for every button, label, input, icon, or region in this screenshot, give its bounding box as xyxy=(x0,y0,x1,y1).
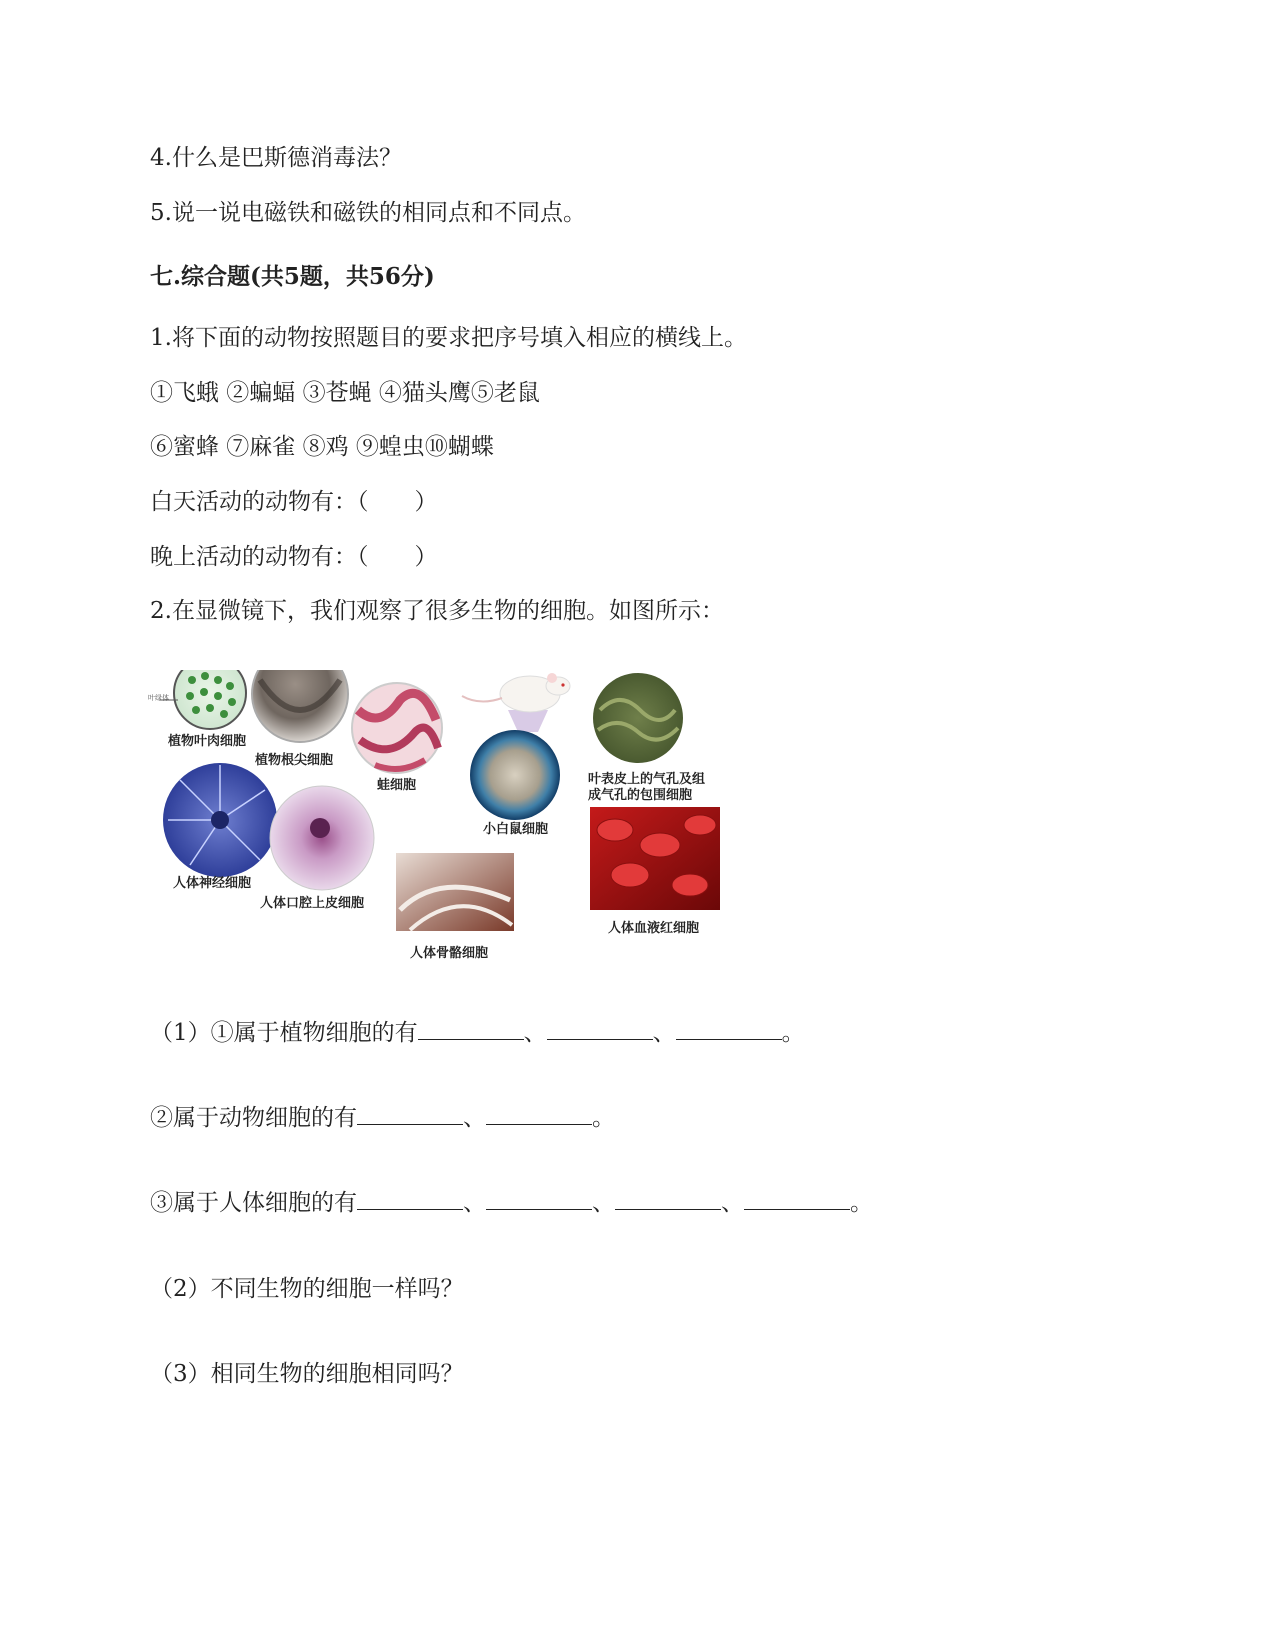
sub-question-3-prefix: ③属于人体细胞的有 xyxy=(150,1190,357,1216)
answer-blank[interactable] xyxy=(486,1104,592,1125)
sub-question-2-prefix: ②属于动物细胞的有 xyxy=(150,1105,357,1131)
separator: 、 xyxy=(463,1105,486,1131)
neuron-cell-image xyxy=(163,763,277,877)
bone-cell-image xyxy=(396,853,514,931)
answer-blank[interactable] xyxy=(547,1019,653,1040)
sub-question-1-prefix: （1）①属于植物细胞的有 xyxy=(150,1020,418,1046)
answer-blank[interactable] xyxy=(615,1189,721,1210)
sub-question-2 xyxy=(150,1103,615,1133)
chloroplast-pointer-label: 叶绿体 xyxy=(148,694,169,702)
mouse-cell-image xyxy=(470,730,560,820)
period: 。 xyxy=(781,1020,805,1046)
oral-caption: 人体口腔上皮细胞 xyxy=(260,896,365,911)
sub-question-same-cells: （3）相同生物的细胞相同吗？ xyxy=(150,1361,464,1387)
separator: 、 xyxy=(592,1190,615,1216)
section-heading: 七.综合题(共5题，共56分) xyxy=(150,263,435,290)
separator: 、 xyxy=(463,1190,486,1216)
bone-caption: 人体骨骼细胞 xyxy=(410,946,489,961)
sub-question-1 xyxy=(150,1018,805,1048)
root-tip-caption: 植物根尖细胞 xyxy=(255,753,334,768)
answer-blank[interactable] xyxy=(357,1189,463,1210)
stomata-caption-line1: 叶表皮上的气孔及组 xyxy=(588,772,706,787)
period: 。 xyxy=(850,1190,873,1216)
mouse-caption: 小白鼠细胞 xyxy=(483,822,549,837)
answer-blank[interactable] xyxy=(676,1019,782,1040)
oral-cell-image xyxy=(270,786,374,890)
daytime-animals: 白天活动的动物有：（ ） xyxy=(150,489,438,515)
answer-blank[interactable] xyxy=(418,1019,524,1040)
red-blood-cell-image xyxy=(590,807,720,910)
plant-leaf-caption: 植物叶肉细胞 xyxy=(168,734,247,749)
sub-question-different-cells: （2）不同生物的细胞一样吗？ xyxy=(150,1276,464,1302)
stomata-cell-image xyxy=(593,673,683,763)
question-5: 5.说一说电磁铁和磁铁的相同点和不同点。 xyxy=(150,200,586,226)
separator: 、 xyxy=(721,1190,744,1216)
root-tip-cell-image xyxy=(252,670,348,742)
plant-leaf-cell-image xyxy=(160,670,246,729)
blood-caption: 人体血液红细胞 xyxy=(608,921,700,936)
period: 。 xyxy=(592,1105,615,1131)
animal-list-2: ⑥蜜蜂 ⑦麻雀 ⑧鸡 ⑨蝗虫⑩蝴蝶 xyxy=(150,434,494,460)
answer-blank[interactable] xyxy=(486,1189,592,1210)
separator: 、 xyxy=(652,1020,676,1046)
frog-cell-image xyxy=(352,683,442,773)
answer-blank[interactable] xyxy=(744,1189,850,1210)
comprehensive-q2: 2.在显微镜下，我们观察了很多生物的细胞。如图所示： xyxy=(150,598,724,624)
separator: 、 xyxy=(523,1020,547,1046)
sub-question-3 xyxy=(150,1188,873,1218)
cell-figure xyxy=(148,670,760,1010)
white-mouse-image xyxy=(462,673,570,732)
frog-caption: 蛙细胞 xyxy=(377,778,417,793)
answer-blank[interactable] xyxy=(357,1104,463,1125)
question-4: 4.什么是巴斯德消毒法？ xyxy=(150,145,402,171)
stomata-caption-line2: 成气孔的包围细胞 xyxy=(588,788,693,803)
comprehensive-q1: 1.将下面的动物按照题目的要求把序号填入相应的横线上。 xyxy=(150,325,747,351)
night-animals: 晚上活动的动物有：（ ） xyxy=(150,544,438,570)
neuron-caption: 人体神经细胞 xyxy=(173,876,252,891)
animal-list-1: ①飞蛾 ②蝙蝠 ③苍蝇 ④猫头鹰⑤老鼠 xyxy=(150,380,540,406)
